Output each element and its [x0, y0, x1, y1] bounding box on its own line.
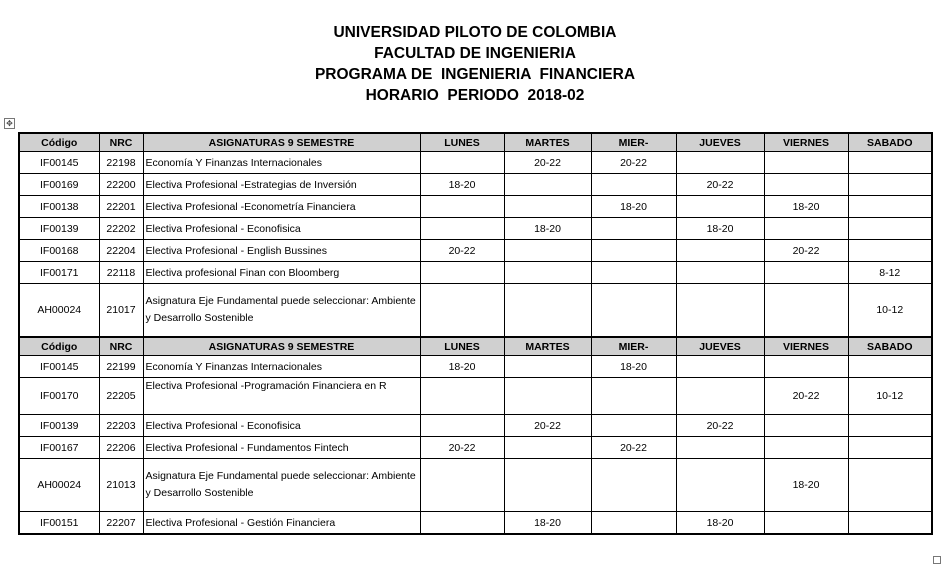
cell-martes: 18-20	[504, 218, 591, 240]
table-row	[19, 152, 932, 174]
table-header-row-1	[19, 133, 932, 152]
cell-jueves	[676, 284, 764, 338]
cell-lunes	[420, 218, 504, 240]
table-row	[19, 356, 932, 378]
cell-mier	[591, 262, 676, 284]
col-jueves: JUEVES	[676, 337, 764, 356]
cell-jueves	[676, 378, 764, 415]
cell-martes	[504, 240, 591, 262]
table-row	[19, 437, 932, 459]
cell-nrc: 22204	[99, 240, 143, 262]
cell-codigo: IF00145	[19, 152, 99, 174]
col-sabado: SABADO	[848, 337, 932, 356]
col-nrc: NRC	[99, 133, 143, 152]
cell-lunes	[420, 512, 504, 535]
cell-asignatura: Electiva Profesional - Econofisica	[143, 415, 420, 437]
cell-viernes	[764, 174, 848, 196]
cell-lunes	[420, 459, 504, 512]
col-martes: MARTES	[504, 337, 591, 356]
cell-sabado	[848, 437, 932, 459]
cell-viernes	[764, 512, 848, 535]
cell-nrc: 22207	[99, 512, 143, 535]
cell-martes	[504, 378, 591, 415]
cell-asignatura: Electiva Profesional -Econometría Financiera	[143, 196, 420, 218]
col-nrc: NRC	[99, 337, 143, 356]
cell-codigo: IF00139	[19, 415, 99, 437]
cell-codigo: IF00151	[19, 512, 99, 535]
cell-sabado	[848, 356, 932, 378]
cell-mier	[591, 240, 676, 262]
cell-viernes: 20-22	[764, 378, 848, 415]
col-viernes: VIERNES	[764, 133, 848, 152]
cell-sabado	[848, 512, 932, 535]
cell-martes	[504, 356, 591, 378]
cell-lunes: 18-20	[420, 174, 504, 196]
col-jueves: JUEVES	[676, 133, 764, 152]
cell-codigo: IF00145	[19, 356, 99, 378]
col-asignaturas: ASIGNATURAS 9 SEMESTRE	[143, 133, 420, 152]
cell-asignatura: Electiva Profesional - Gestión Financiera	[143, 512, 420, 535]
col-mier: MIER-	[591, 133, 676, 152]
cell-asignatura: Electiva profesional Finan con Bloomberg	[143, 262, 420, 284]
cell-nrc: 22206	[99, 437, 143, 459]
col-lunes: LUNES	[420, 133, 504, 152]
cell-nrc: 22198	[99, 152, 143, 174]
cell-martes: 18-20	[504, 512, 591, 535]
cell-nrc: 22205	[99, 378, 143, 415]
cell-codigo: IF00167	[19, 437, 99, 459]
cell-viernes	[764, 415, 848, 437]
cell-viernes	[764, 437, 848, 459]
university-title: UNIVERSIDAD PILOTO DE COLOMBIA	[333, 24, 617, 41]
cell-lunes	[420, 284, 504, 338]
cell-asignatura: Electiva Profesional - Fundamentos Fintech	[143, 437, 420, 459]
cell-mier: 18-20	[591, 356, 676, 378]
cell-viernes	[764, 262, 848, 284]
document-header	[0, 22, 950, 106]
cell-nrc: 22118	[99, 262, 143, 284]
cell-nrc: 22202	[99, 218, 143, 240]
cell-martes	[504, 174, 591, 196]
cell-nrc: 22201	[99, 196, 143, 218]
cell-jueves	[676, 240, 764, 262]
cell-mier	[591, 512, 676, 535]
cell-viernes	[764, 284, 848, 338]
cell-martes: 20-22	[504, 415, 591, 437]
cell-martes	[504, 262, 591, 284]
cell-sabado	[848, 240, 932, 262]
schedule-table	[18, 132, 933, 535]
cell-sabado	[848, 196, 932, 218]
cell-sabado: 8-12	[848, 262, 932, 284]
cell-martes	[504, 196, 591, 218]
cell-mier	[591, 218, 676, 240]
cell-mier	[591, 174, 676, 196]
table-row	[19, 415, 932, 437]
table-row	[19, 512, 932, 535]
cell-codigo: IF00169	[19, 174, 99, 196]
cell-lunes	[420, 415, 504, 437]
cell-sabado	[848, 459, 932, 512]
cell-nrc: 22203	[99, 415, 143, 437]
cell-jueves	[676, 437, 764, 459]
cell-codigo: IF00168	[19, 240, 99, 262]
table-row	[19, 378, 932, 415]
table-move-handle-icon[interactable]: ✥	[4, 118, 15, 129]
cell-sabado	[848, 218, 932, 240]
cell-lunes	[420, 152, 504, 174]
cell-lunes	[420, 196, 504, 218]
program-title: PROGRAMA DE INGENIERIA FINANCIERA	[314, 66, 636, 83]
cell-sabado: 10-12	[848, 284, 932, 338]
cell-codigo: IF00139	[19, 218, 99, 240]
table-row	[19, 262, 932, 284]
cell-nrc: 21017	[99, 284, 143, 338]
col-sabado: SABADO	[848, 133, 932, 152]
cell-martes	[504, 459, 591, 512]
cell-codigo: AH00024	[19, 459, 99, 512]
cell-jueves: 18-20	[676, 512, 764, 535]
col-viernes: VIERNES	[764, 337, 848, 356]
cell-sabado	[848, 174, 932, 196]
cell-mier: 20-22	[591, 152, 676, 174]
faculty-title: FACULTAD DE INGENIERIA	[374, 45, 576, 62]
cell-viernes: 18-20	[764, 459, 848, 512]
cell-codigo: IF00170	[19, 378, 99, 415]
cell-jueves	[676, 196, 764, 218]
cell-lunes	[420, 262, 504, 284]
schedule-title: HORARIO PERIODO 2018-02	[365, 87, 585, 104]
cell-jueves	[676, 152, 764, 174]
cell-lunes: 20-22	[420, 437, 504, 459]
col-codigo: Código	[19, 133, 99, 152]
cell-nrc: 21013	[99, 459, 143, 512]
cell-jueves: 18-20	[676, 218, 764, 240]
cell-mier: 18-20	[591, 196, 676, 218]
cell-jueves: 20-22	[676, 415, 764, 437]
cell-jueves: 20-22	[676, 174, 764, 196]
cell-viernes: 20-22	[764, 240, 848, 262]
col-mier: MIER-	[591, 337, 676, 356]
cell-asignatura: Electiva Profesional - Econofisica	[143, 218, 420, 240]
col-lunes: LUNES	[420, 337, 504, 356]
cell-viernes	[764, 152, 848, 174]
col-martes: MARTES	[504, 133, 591, 152]
table-resize-handle[interactable]	[933, 556, 941, 564]
table-header-row-2	[19, 337, 932, 356]
cell-asignatura: Electiva Profesional - English Bussines	[143, 240, 420, 262]
cell-nrc: 22199	[99, 356, 143, 378]
col-asignaturas: ASIGNATURAS 9 SEMESTRE	[143, 337, 420, 356]
col-codigo: Código	[19, 337, 99, 356]
cell-nrc: 22200	[99, 174, 143, 196]
cell-mier	[591, 459, 676, 512]
cell-jueves	[676, 356, 764, 378]
table-row	[19, 196, 932, 218]
cell-sabado	[848, 152, 932, 174]
cell-asignatura: Electiva Profesional -Estrategias de Inversión	[143, 174, 420, 196]
cell-mier	[591, 284, 676, 338]
cell-lunes: 20-22	[420, 240, 504, 262]
cell-mier: 20-22	[591, 437, 676, 459]
table-row	[19, 240, 932, 262]
cell-asignatura: Economía Y Finanzas Internacionales	[143, 356, 420, 378]
cell-sabado	[848, 415, 932, 437]
table-row	[19, 284, 932, 338]
cell-martes	[504, 284, 591, 338]
cell-asignatura: Asignatura Eje Fundamental puede seleccionar: Ambiente y Desarrollo Sostenible	[143, 284, 420, 338]
cell-asignatura: Electiva Profesional -Programación Financiera en R	[143, 378, 420, 415]
cell-asignatura: Economía Y Finanzas Internacionales	[143, 152, 420, 174]
table-row	[19, 459, 932, 512]
cell-codigo: IF00138	[19, 196, 99, 218]
cell-codigo: IF00171	[19, 262, 99, 284]
cell-sabado: 10-12	[848, 378, 932, 415]
table-row	[19, 218, 932, 240]
cell-mier	[591, 415, 676, 437]
cell-martes: 20-22	[504, 152, 591, 174]
cell-lunes	[420, 378, 504, 415]
cell-viernes: 18-20	[764, 196, 848, 218]
cell-lunes: 18-20	[420, 356, 504, 378]
cell-viernes	[764, 218, 848, 240]
cell-codigo: AH00024	[19, 284, 99, 338]
cell-mier	[591, 378, 676, 415]
cell-jueves	[676, 459, 764, 512]
cell-viernes	[764, 356, 848, 378]
cell-jueves	[676, 262, 764, 284]
cell-martes	[504, 437, 591, 459]
cell-asignatura: Asignatura Eje Fundamental puede seleccionar: Ambiente y Desarrollo Sostenible	[143, 459, 420, 512]
table-row	[19, 174, 932, 196]
